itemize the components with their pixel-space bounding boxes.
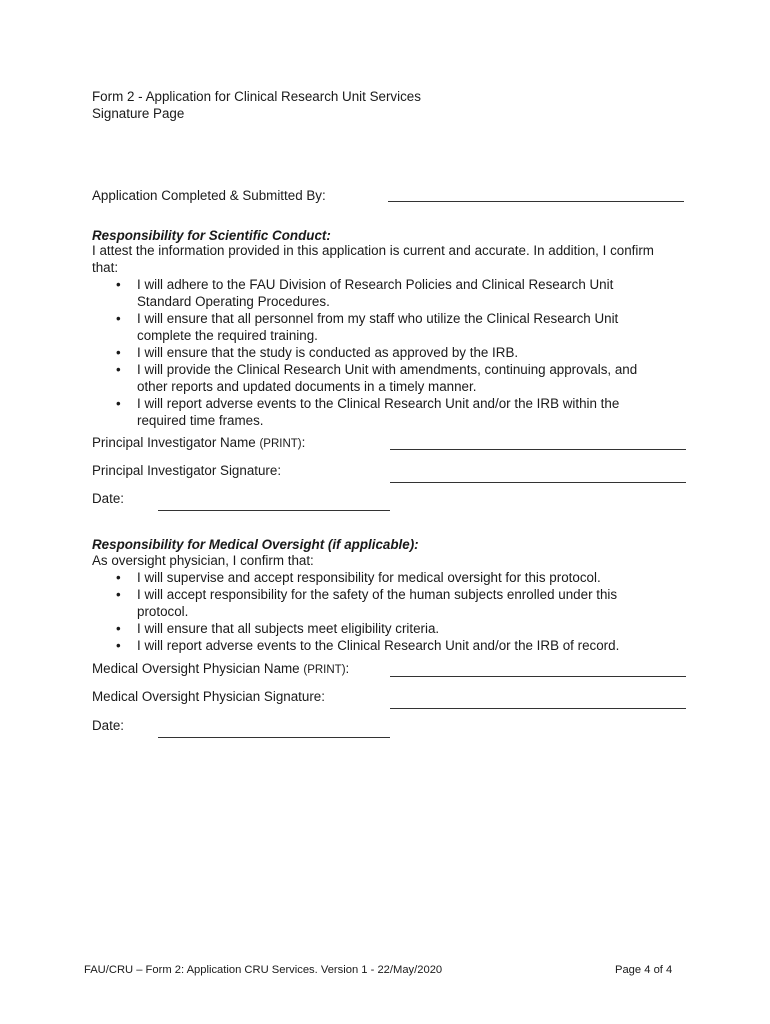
list-item <box>92 586 692 620</box>
list-item-line-1: I will ensure that the study is conducted as approved by the IRB. <box>137 345 519 360</box>
mop-name-colon: : <box>345 661 350 676</box>
pi-name-print-note: (PRINT) <box>259 438 302 450</box>
mop-name-label <box>92 660 349 679</box>
pi-name-colon: : <box>301 435 306 450</box>
medical-oversight-heading: Responsibility for Medical Oversight (if applicable): <box>92 537 419 552</box>
scientific-conduct-heading: Responsibility for Scientific Conduct: <box>92 228 331 243</box>
mop-signature-line[interactable] <box>390 708 686 709</box>
mop-name-print-note: (PRINT) <box>303 664 346 676</box>
mop-date-line[interactable] <box>158 737 390 738</box>
list-item-line-1: I will provide the Clinical Research Unit with amendments, continuing approvals, and <box>137 362 638 377</box>
medical-oversight-list <box>92 569 692 654</box>
bullet-icon: • <box>116 638 121 653</box>
bullet-icon: • <box>116 570 121 585</box>
list-item-line-1: I will report adverse events to the Clinical Research Unit and/or the IRB within the <box>137 396 620 411</box>
pi-date-label: Date: <box>92 491 125 506</box>
list-item <box>92 310 692 344</box>
list-item-line-1: I will ensure that all personnel from my staff who utilize the Clinical Research Unit <box>137 311 619 326</box>
list-item-line-2: complete the required training. <box>137 328 318 343</box>
pi-signature-line[interactable] <box>390 482 686 483</box>
list-item-line-1: I will report adverse events to the Clinical Research Unit and/or the IRB of record. <box>137 638 620 653</box>
pi-name-label <box>92 434 305 453</box>
submitted-by-signature-line[interactable] <box>388 201 684 202</box>
list-item-line-2: Standard Operating Procedures. <box>137 294 330 309</box>
mop-date-label: Date: <box>92 718 125 733</box>
mop-signature-label: Medical Oversight Physician Signature: <box>92 689 325 704</box>
form-title: Form 2 - Application for Clinical Research Unit Services <box>92 89 421 104</box>
pi-name-line[interactable] <box>390 449 686 450</box>
list-item-line-1: I will supervise and accept responsibility for medical oversight for this protocol. <box>137 570 601 585</box>
bullet-icon: • <box>116 362 121 377</box>
list-item <box>92 395 692 429</box>
mop-name-line[interactable] <box>390 676 686 677</box>
pi-signature-label: Principal Investigator Signature: <box>92 463 282 478</box>
pi-date-line[interactable] <box>158 510 390 511</box>
scientific-intro-line-2: that: <box>92 260 119 275</box>
medical-intro: As oversight physician, I confirm that: <box>92 553 314 568</box>
mop-name-label-text: Medical Oversight Physician Name <box>92 661 304 676</box>
list-item-line-1: I will accept responsibility for the safety of the human subjects enrolled under this <box>137 587 618 602</box>
scientific-intro <box>92 242 692 276</box>
list-item-line-2: other reports and updated documents in a timely manner. <box>137 379 477 394</box>
submitted-by-label: Application Completed & Submitted By: <box>92 188 326 203</box>
bullet-icon: • <box>116 396 121 411</box>
bullet-icon: • <box>116 587 121 602</box>
list-item <box>92 276 692 310</box>
list-item <box>92 637 692 654</box>
list-item <box>92 361 692 395</box>
pi-name-label-text: Principal Investigator Name <box>92 435 260 450</box>
list-item-line-1: I will ensure that all subjects meet eligibility criteria. <box>137 621 440 636</box>
list-item <box>92 620 692 637</box>
scientific-conduct-list <box>92 276 692 429</box>
list-item <box>92 569 692 586</box>
footer-page-number: Page 4 of 4 <box>615 964 673 976</box>
bullet-icon: • <box>116 311 121 326</box>
bullet-icon: • <box>116 621 121 636</box>
page-subtitle: Signature Page <box>92 106 185 121</box>
bullet-icon: • <box>116 277 121 292</box>
scientific-intro-line-1: I attest the information provided in this application is current and accurate. In addition, I confirm <box>92 243 654 258</box>
list-item <box>92 344 692 361</box>
list-item-line-1: I will adhere to the FAU Division of Research Policies and Clinical Research Unit <box>137 277 614 292</box>
list-item-line-2: required time frames. <box>137 413 264 428</box>
bullet-icon: • <box>116 345 121 360</box>
footer-version: FAU/CRU – Form 2: Application CRU Services. Version 1 - 22/May/2020 <box>84 964 443 976</box>
list-item-line-2: protocol. <box>137 604 189 619</box>
